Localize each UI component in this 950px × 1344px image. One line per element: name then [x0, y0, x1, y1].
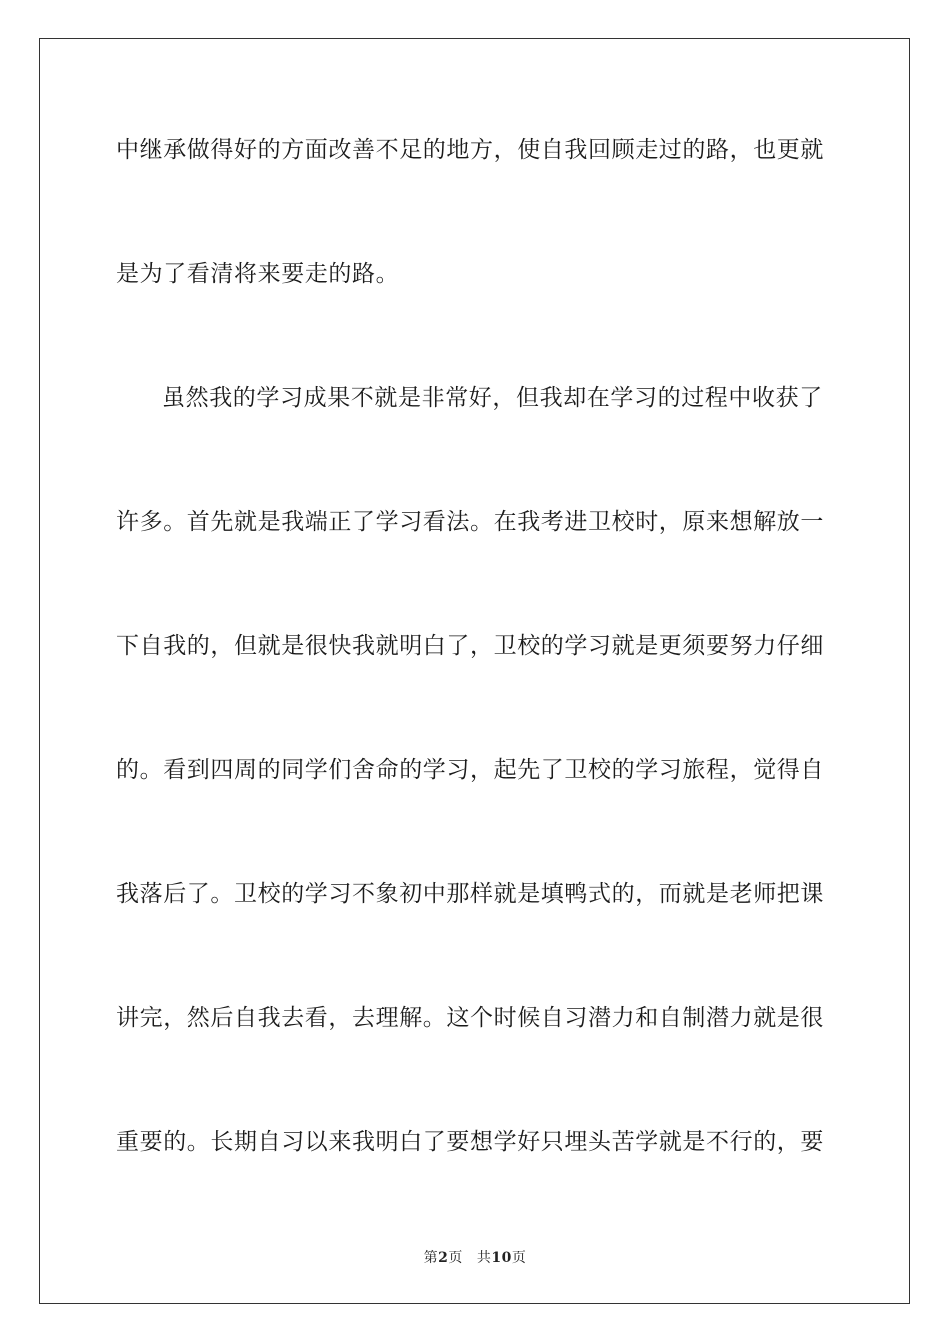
body-text-line-6: 的。看到四周的同学们舍命的学习，起先了卫校的学习旅程，觉得自 — [116, 757, 824, 783]
body-text-line-2: 是为了看清将来要走的路。 — [116, 261, 400, 287]
body-text-line-3: 虽然我的学习成果不就是非常好，但我却在学习的过程中收获了 — [162, 385, 823, 411]
page-footer — [0, 1247, 950, 1267]
total-suffix: 页 — [511, 1250, 527, 1266]
body-text-line-5: 下自我的，但就是很快我就明白了，卫校的学习就是更须要努力仔细 — [116, 633, 824, 659]
page-border — [39, 38, 910, 1304]
body-text-line-4: 许多。首先就是我端正了学习看法。在我考进卫校时，原来想解放一 — [116, 509, 824, 535]
page-suffix: 页 — [448, 1250, 463, 1266]
page-number: 2 — [438, 1250, 449, 1266]
body-text-line-1: 中继承做得好的方面改善不足的地方，使自我回顾走过的路，也更就 — [116, 137, 824, 163]
total-pages: 10 — [491, 1250, 512, 1266]
body-text-line-8: 讲完，然后自我去看，去理解。这个时候自习潜力和自制潜力就是很 — [116, 1005, 824, 1031]
body-text-line-7: 我落后了。卫校的学习不象初中那样就是填鸭式的，而就是老师把课 — [116, 881, 824, 907]
body-text-line-9: 重要的。长期自习以来我明白了要想学好只埋头苦学就是不行的，要 — [116, 1129, 824, 1155]
page-prefix: 第 — [423, 1250, 439, 1266]
total-prefix: 共 — [476, 1250, 492, 1266]
